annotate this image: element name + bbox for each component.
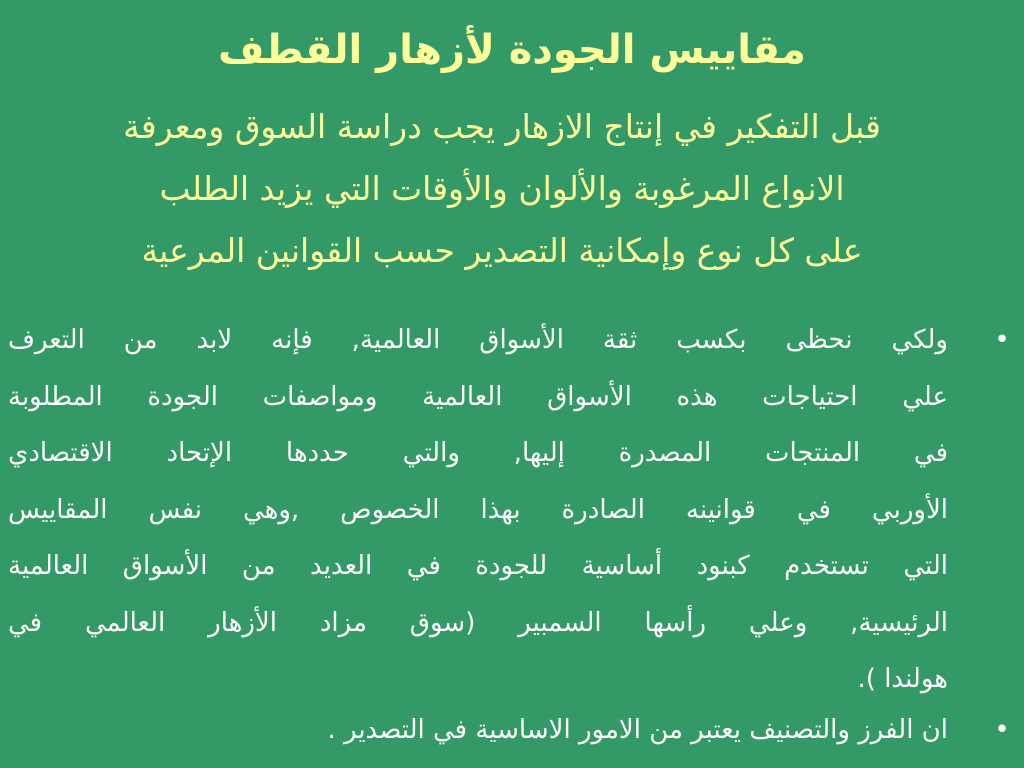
bullet-text-line: الأوربي في قوانينه الصادرة بهذا الخصوص ,وهي نفس المقاييس	[8, 494, 948, 525]
slide-subtitle	[42, 96, 962, 282]
bullet-text-line: ولكي نحظى بكسب ثقة الأسواق العالمية, فإنه لابد من التعرف	[8, 325, 948, 355]
bullet-text-line: علي احتياجات هذه الأسواق العالمية ومواصفات الجودة المطلوبة	[8, 381, 948, 412]
bullet-marker: •	[994, 325, 1010, 355]
bullet-text-line: ان الفرز والتصنيف يعتبر من الامور الاساسية في التصدير .	[327, 714, 948, 745]
subtitle-line: الانواع المرغوبة والألوان والأوقات التي يزيد الطلب	[159, 169, 845, 208]
subtitle-line: على كل نوع وإمكانية التصدير حسب القوانين المرعية	[141, 231, 863, 270]
bullet-item	[8, 710, 1018, 750]
bullet-text-line: هولندا ).	[857, 664, 948, 694]
bullet-text-line: الرئيسية, وعلي رأسها السمبير (سوق مزاد الأزهار العالمي في	[8, 607, 948, 638]
bullet-text-line: التي تستخدم كبنود أساسية للجودة في العديد من الأسواق العالمية	[8, 551, 948, 581]
bullet-text-line: في المنتجات المصدرة إليها, والتي حددها الإتحاد الاقتصادي	[8, 438, 948, 468]
slide-title: مقاييس الجودة لأزهار القطف	[218, 27, 806, 73]
bullet-marker: •	[994, 714, 1010, 745]
bullet-list	[8, 312, 1018, 750]
bullet-item	[8, 312, 1018, 708]
subtitle-line: قبل التفكير في إنتاج الازهار يجب دراسة السوق ومعرفة	[123, 107, 881, 146]
